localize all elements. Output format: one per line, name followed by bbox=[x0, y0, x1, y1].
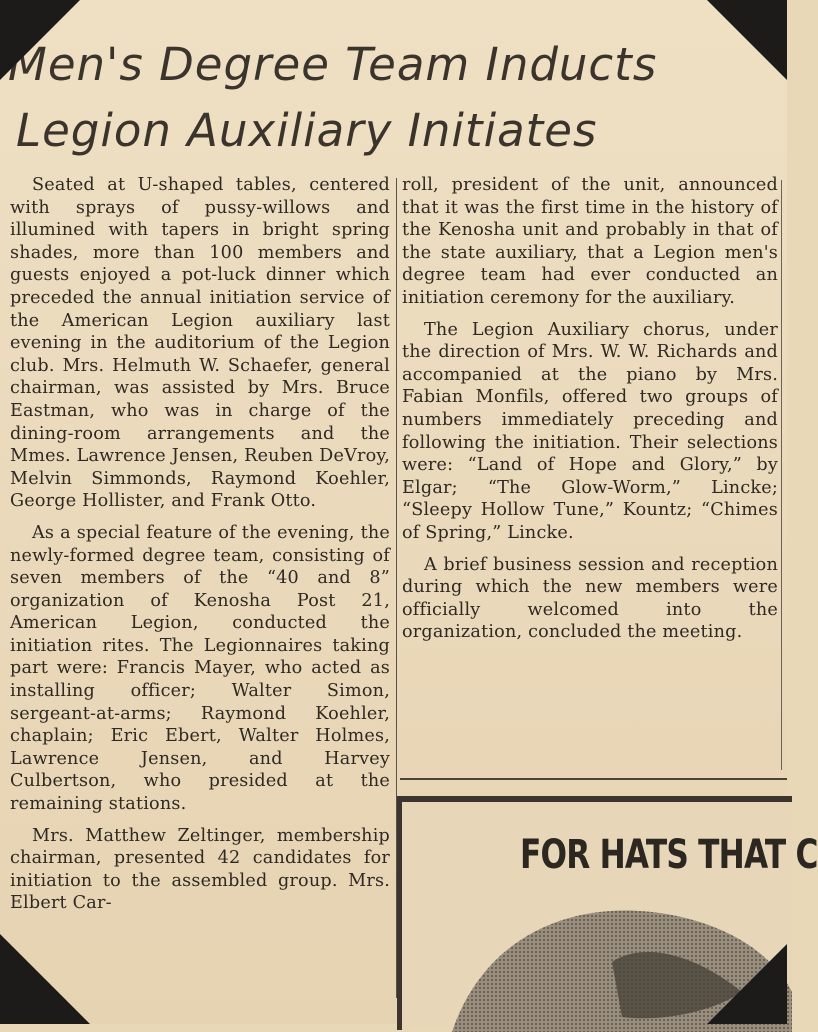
right-column-border bbox=[781, 180, 782, 770]
advertisement-headline: FOR HATS THAT C bbox=[520, 832, 818, 878]
article-right-column bbox=[402, 174, 778, 653]
photo-corner-bottom-left bbox=[0, 934, 90, 1024]
article-paragraph: Seated at U-shaped tables, centered with sprays of pussy-willows and illumined with tapers in bright spring shades, more than 100 members and guests enjoyed a pot-luck dinner which preceded the annual initiation service of the American Legion auxiliary last evening in the auditorium of the Legion club. Mrs. Helmuth W. Schaefer, general chairman, was assisted by Mrs. Bruce Eastman, who was in charge of the dining-room arrangements and the Mmes. Lawrence Jensen, Reuben DeVroy, Melvin Simmonds, Raymond Koehler, George Hollister, and Frank Otto. bbox=[10, 175, 390, 512]
article-paragraph: Mrs. Matthew Zeltinger, membership chairman, presented 42 candidates for initiation to the assembled group. Mrs. Elbert Car- bbox=[10, 825, 390, 914]
headline-line-2: Legion Auxiliary Initiates bbox=[16, 104, 598, 157]
photo-corner-top-left bbox=[0, 0, 80, 80]
article-left-column bbox=[10, 174, 390, 924]
article-paragraph: roll, president of the unit, announced that it was the first time in the history of the Kenosha unit and probably in that of the state auxiliary, that a Legion men's degree team had ever conducted an initiation ceremony for the auxiliary. bbox=[402, 175, 778, 308]
headline-line-1: Men's Degree Team Inducts bbox=[8, 38, 658, 91]
photo-corner-bottom-right bbox=[707, 944, 787, 1024]
photo-corner-top-right bbox=[707, 0, 787, 80]
article-paragraph: The Legion Auxiliary chorus, under the direction of Mrs. W. W. Richards and accompanied at the piano by Mrs. Fabian Monfils, offered two groups of numbers immediately preceding and following the initiation. Their selections were: “Land of Hope and Glory,” by Elgar; “The Glow-Worm,” Lincke; “Sleepy Hollow Tune,” Kountz; “Chimes of Spring,” Lincke. bbox=[402, 319, 778, 543]
article-end-rule bbox=[400, 778, 787, 780]
article-paragraph: A brief business session and reception during which the new members were officially welcomed into the organization, concluded the meeting. bbox=[402, 554, 778, 643]
article-paragraph: As a special feature of the evening, the newly-formed degree team, consisting of seven members of the “40 and 8” organization of Kenosha Post 21, American Legion, conducted the initiation rites. The Legionnaires taking part were: Francis Mayer, who acted as installing officer; Walter Simon, sergeant-at-arms; Raymond Koehler, chaplain; Eric Ebert, Walter Holmes, Lawrence Jensen, and Harvey Culbertson, who presided at the remaining stations. bbox=[10, 522, 390, 815]
